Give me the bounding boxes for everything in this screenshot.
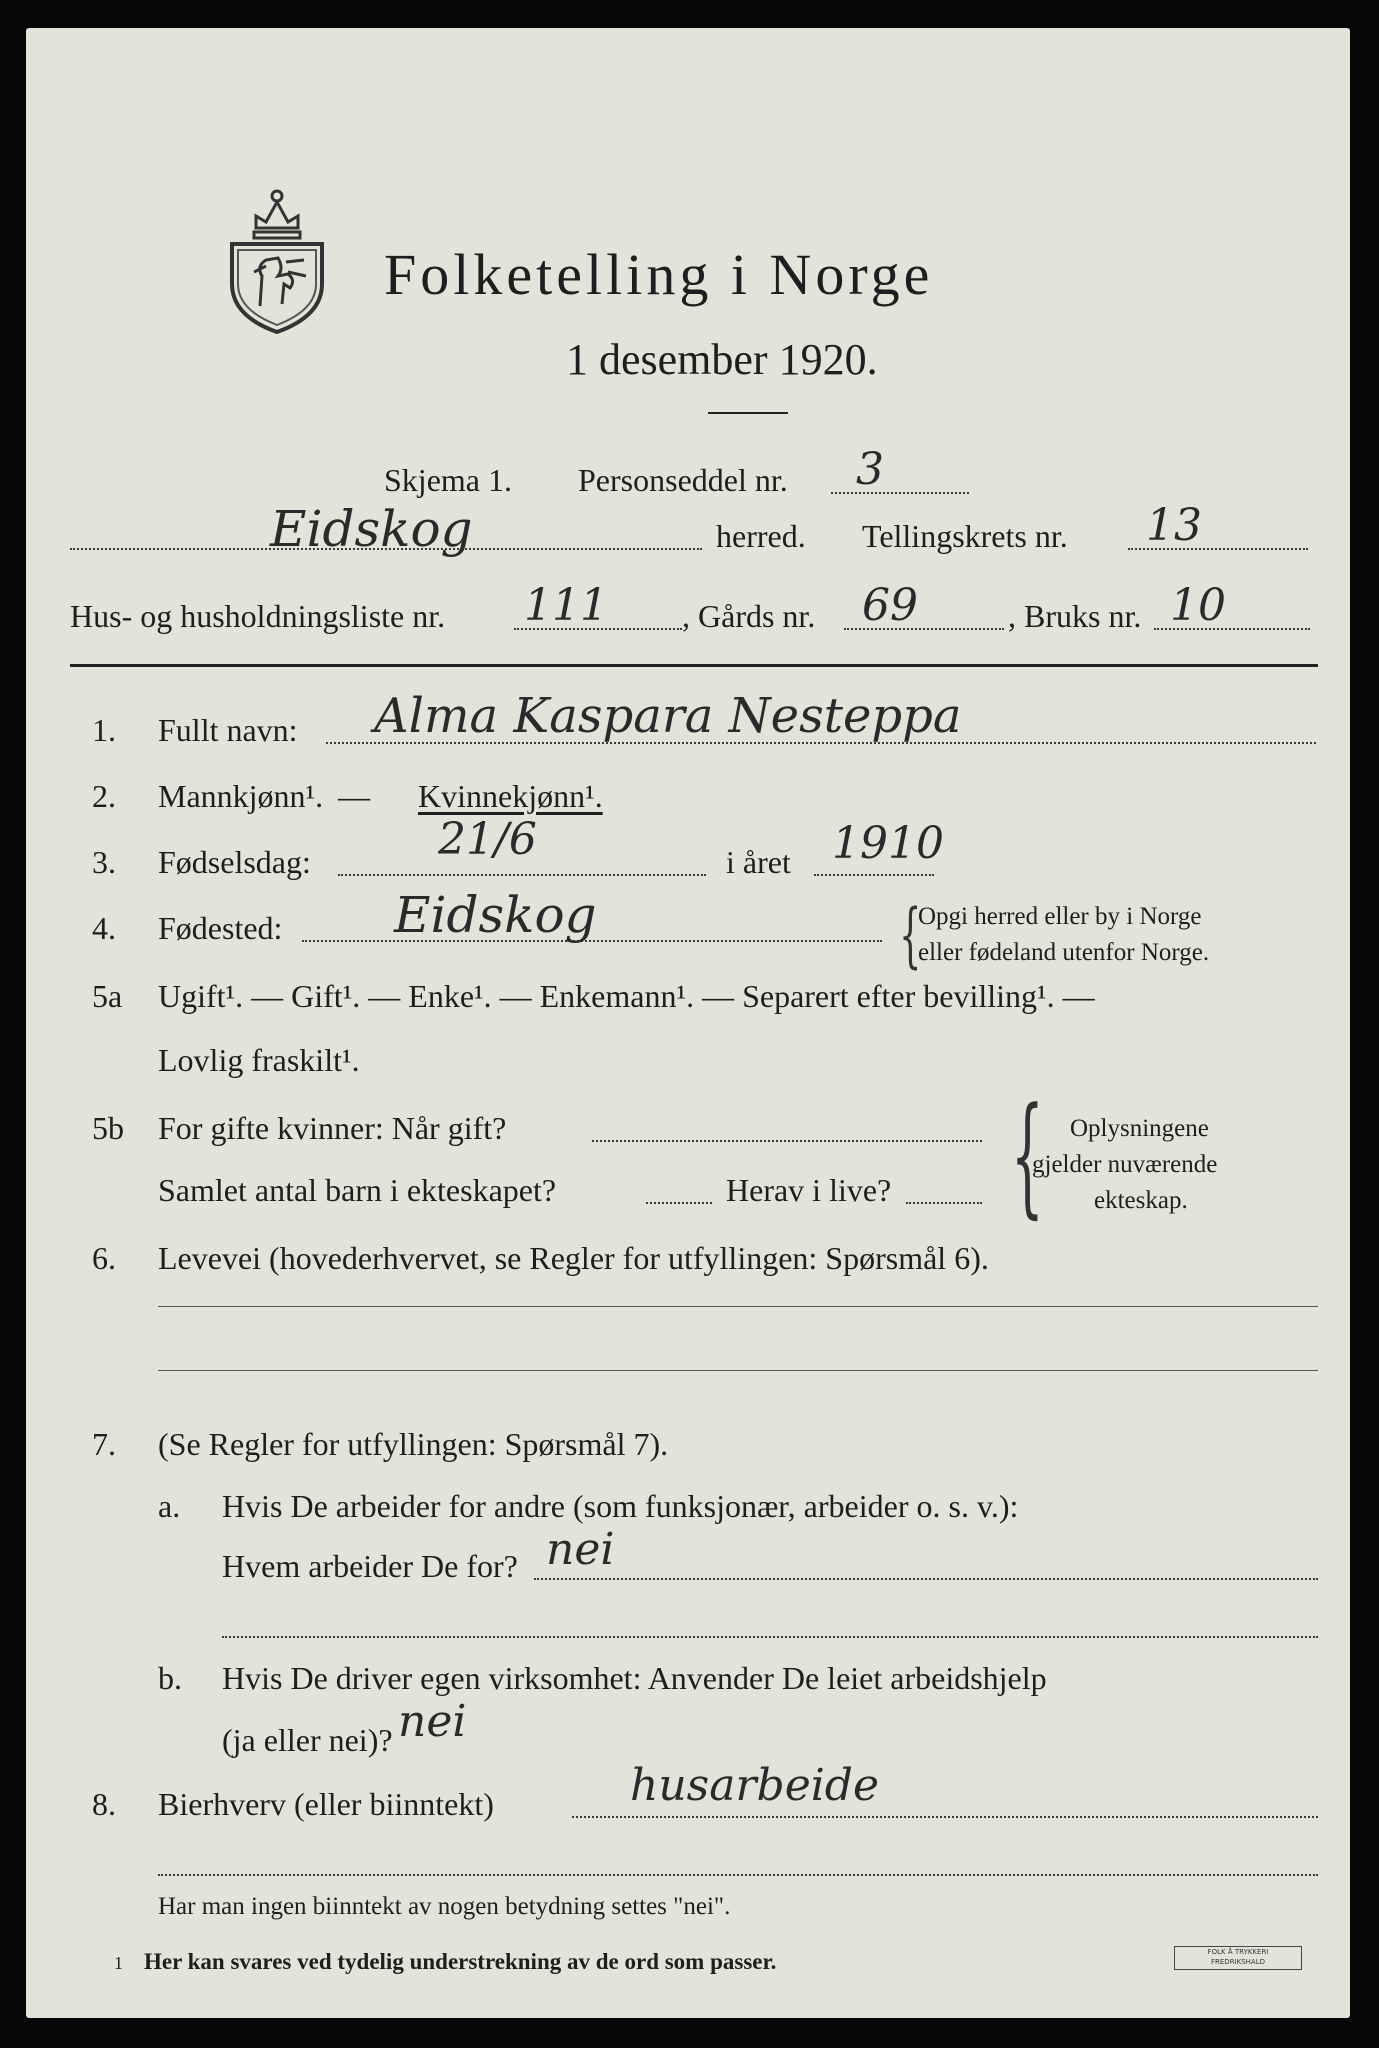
q5a-options-cont: Lovlig fraskilt¹. [158, 1042, 360, 1078]
q4-note-1: Opgi herred eller by i Norge [918, 903, 1202, 930]
q5b-children-field[interactable] [646, 1202, 712, 1204]
q6-label: Levevei (hovederhvervet, se Regler for utfyllingen: Spørsmål 6). [158, 1240, 989, 1276]
q4-brace: { [899, 894, 922, 976]
q8-note: Har man ingen biinntekt av nogen betydning settes "nei". [158, 1893, 731, 1920]
q3-number: 3. [92, 844, 116, 880]
herred-label: herred. [716, 518, 806, 554]
stamp-line-1: FOLK Å TRYKKERI [1207, 1948, 1269, 1956]
husliste-label: Hus- og husholdningsliste nr. [70, 598, 446, 634]
gards-label: , Gårds nr. [682, 598, 816, 634]
q8-value: husarbeide [630, 1760, 880, 1811]
q5b-children-label: Samlet antal barn i ekteskapet? [158, 1172, 557, 1208]
q2-female-underlined: Kvinnekjønn¹. [418, 778, 603, 814]
q6-answer-line-2[interactable] [158, 1370, 1318, 1371]
bruks-value: 10 [1170, 580, 1226, 631]
printer-stamp [1174, 1946, 1302, 1970]
header-divider [70, 664, 1318, 667]
q3-year-value: 1910 [832, 818, 944, 869]
q7-number: 7. [92, 1426, 116, 1462]
q5a-number: 5a [92, 978, 123, 1014]
q3-label: Fødselsdag: [158, 844, 311, 880]
q5b-married-field[interactable] [592, 1140, 982, 1142]
q2-separator: — [338, 778, 370, 814]
q6-number: 6. [92, 1240, 116, 1276]
gards-value: 69 [862, 580, 918, 631]
q3-year-field[interactable] [814, 874, 934, 876]
q2-number: 2. [92, 778, 116, 814]
q4-note-2: eller fødeland utenfor Norge. [918, 939, 1210, 966]
stamp-line-2: FREDRIKSHALD [1210, 1958, 1265, 1966]
census-form-sheet [26, 28, 1350, 2018]
tellingskrets-value: 13 [1146, 500, 1202, 551]
q7a-employer-field[interactable] [534, 1578, 1318, 1580]
footnote-marker: 1 [114, 1953, 123, 1973]
footnote-text: Her kan svares ved tydelig understrekning av de ord som passer. [144, 1949, 777, 1974]
q7a-line-2: Hvem arbeider De for? [222, 1548, 518, 1584]
q8-field[interactable] [572, 1816, 1318, 1818]
personseddel-field[interactable] [831, 492, 969, 494]
q7b-value: nei [398, 1696, 467, 1747]
q7b-line-2: (ja eller nei)? [222, 1722, 393, 1758]
form-title: Folketelling i Norge [384, 242, 934, 307]
q5a-options: Ugift¹. — Gift¹. — Enke¹. — Enkemann¹. — Separert efter bevilling¹. — [158, 978, 1095, 1014]
q5b-note-1: Oplysningene [1070, 1115, 1209, 1142]
q5b-number: 5b [92, 1110, 124, 1146]
q7a-line-1: Hvis De arbeider for andre (som funksjonær, arbeider o. s. v.): [222, 1488, 1019, 1524]
q3-date-value: 21/6 [438, 814, 537, 865]
q6-answer-line-1[interactable] [158, 1306, 1318, 1307]
q5b-note-2: gjelder nuværende [1032, 1151, 1218, 1178]
personseddel-value: 3 [856, 444, 884, 495]
q4-label: Fødested: [158, 910, 283, 946]
tellingskrets-label: Tellingskrets nr. [862, 518, 1068, 554]
q1-label: Fullt navn: [158, 712, 298, 748]
bruks-label: , Bruks nr. [1008, 598, 1142, 634]
schema-label: Skjema 1. [384, 462, 512, 498]
q5b-alive-label: Herav i live? [726, 1172, 892, 1208]
q7a-extra-line[interactable] [222, 1636, 1318, 1638]
title-rule [708, 412, 788, 414]
husliste-value: 111 [524, 580, 608, 631]
q5b-alive-field[interactable] [906, 1202, 982, 1204]
q5b-note-3: ekteskap. [1094, 1187, 1188, 1214]
form-date: 1 desember 1920. [566, 335, 878, 384]
q1-name-value: Alma Kaspara Nesteppa [374, 688, 962, 744]
q4-birthplace-value: Eidskog [394, 886, 597, 944]
norwegian-coat-of-arms-icon [226, 176, 328, 336]
q5b-married-label: For gifte kvinner: Når gift? [158, 1110, 507, 1146]
herred-value: Eidskog [270, 500, 473, 558]
q5b-brace: { [1010, 1079, 1044, 1231]
q4-number: 4. [92, 910, 116, 946]
q3-date-field[interactable] [338, 874, 706, 876]
q8-label: Bierhverv (eller biinntekt) [158, 1786, 494, 1822]
q7a-employer-value: nei [546, 1524, 615, 1575]
q7a-letter: a. [158, 1488, 181, 1524]
q8-extra-line[interactable] [158, 1874, 1318, 1876]
q3-year-label: i året [726, 844, 791, 880]
q1-number: 1. [92, 712, 116, 748]
q8-number: 8. [92, 1786, 116, 1822]
q7b-letter: b. [158, 1660, 182, 1696]
personseddel-label: Personseddel nr. [578, 462, 788, 498]
q7-label: (Se Regler for utfyllingen: Spørsmål 7). [158, 1426, 669, 1462]
q2-male: Mannkjønn¹. [158, 778, 324, 814]
q7b-line-1: Hvis De driver egen virksomhet: Anvender De leiet arbeidshjelp [222, 1660, 1047, 1696]
